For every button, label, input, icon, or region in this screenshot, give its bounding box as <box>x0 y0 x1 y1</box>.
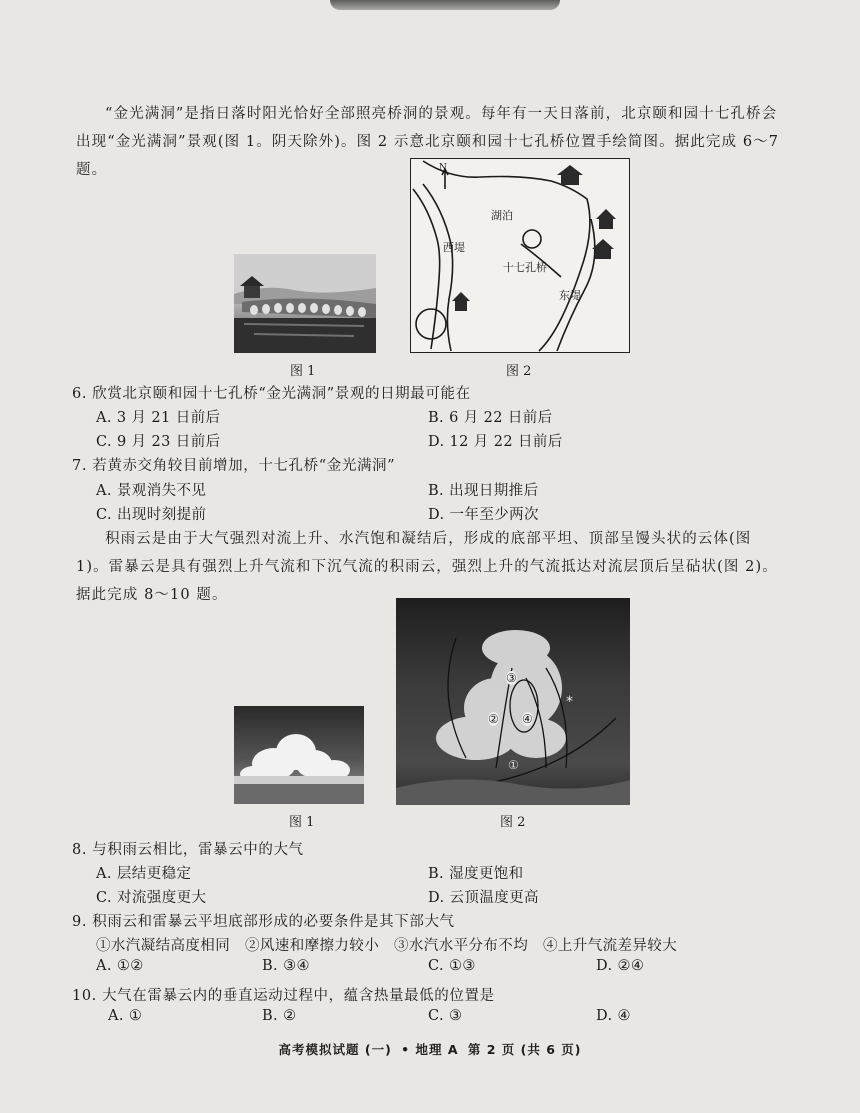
question-9-option-b: B. ③④ <box>262 958 310 974</box>
question-7-option-a: A. 景观消失不见 <box>96 483 207 499</box>
cloud-label-bottom: ① <box>508 758 519 772</box>
north-arrow-label: N <box>439 163 447 173</box>
question-9-option-d: D. ②④ <box>596 958 645 974</box>
question-7-option-c: C. 出现时刻提前 <box>96 507 207 523</box>
cloud-label-4: ④ <box>522 712 533 726</box>
cloud-label-2: ② <box>488 712 499 726</box>
question-10-option-c: C. ③ <box>428 1008 463 1024</box>
question-10-option-d: D. ④ <box>596 1008 631 1024</box>
map-label-east-dike: 东堤 <box>559 289 581 302</box>
scan-shadow <box>330 0 560 10</box>
question-7-option-d: D. 一年至少两次 <box>428 507 539 523</box>
question-10-option-a: A. ① <box>108 1008 143 1024</box>
thunderstorm-cloud-diagram <box>396 598 630 805</box>
question-10-option-b: B. ② <box>262 1008 297 1024</box>
question-8-option-a: A. 层结更稳定 <box>96 866 192 882</box>
fig1-caption: 图 1 <box>290 364 316 379</box>
question-9-option-a: A. ①② <box>96 958 144 974</box>
passage-2: 积雨云是由于大气强烈对流上升、水汽饱和凝结后，形成的底部平坦、顶部呈馒头状的云体(图 1)。雷暴云是具有强烈上升气流和下沉气流的积雨云，强烈上升的气流抵达对流层顶后呈砧状(图 2)。据此完成 8～10 题。 <box>76 531 778 603</box>
question-6-option-b: B. 6 月 22 日前后 <box>428 410 553 426</box>
question-8-option-b: B. 湿度更饱和 <box>428 866 524 882</box>
map-label-bridge: 十七孔桥 <box>503 261 547 274</box>
question-8-stem: 8. 与积雨云相比，雷暴云中的大气 <box>72 842 304 858</box>
footer-subject: • 地理 A <box>401 1042 459 1057</box>
footer-page: 第 2 页 (共 6 页) <box>467 1042 582 1057</box>
map-label-west-dike: 西堤 <box>443 241 465 254</box>
question-6-option-d: D. 12 月 22 日前后 <box>428 434 563 450</box>
svg-text:*: * <box>566 694 573 710</box>
summer-palace-map <box>410 158 630 353</box>
question-10-stem: 10. 大气在雷暴云内的垂直运动过程中，蕴含热量最低的位置是 <box>72 988 495 1004</box>
cloud-label-1: ③ <box>506 671 517 685</box>
cloud-fig2-caption: 图 2 <box>500 815 526 830</box>
cumulonimbus-photo <box>234 706 364 804</box>
footer-title: 高考模拟试题 (一) <box>278 1042 392 1057</box>
question-6-option-c: C. 9 月 23 日前后 <box>96 434 221 450</box>
map-label-lake: 湖泊 <box>491 209 513 222</box>
page-footer <box>0 1040 860 1058</box>
building-icons <box>452 165 616 311</box>
question-6-option-a: A. 3 月 21 日前后 <box>96 410 221 426</box>
fig2-caption: 图 2 <box>506 364 532 379</box>
question-8-option-d: D. 云顶温度更高 <box>428 890 539 906</box>
question-9-option-c: C. ①③ <box>428 958 476 974</box>
question-9-conditions: ①水汽凝结高度相同 ②风速和摩擦力较小 ③水汽水平分布不均 ④上升气流差异较大 <box>96 938 678 954</box>
question-7-stem: 7. 若黄赤交角较目前增加，十七孔桥“金光满洞” <box>72 458 396 474</box>
passage-1: “金光满洞”是指日落时阳光恰好全部照亮桥洞的景观。每年有一天日落前，北京颐和园十七孔桥会出现“金光满洞”景观(图 1。阴天除外)。图 2 示意北京颐和园十七孔桥位置手绘简图。据此完成 6～7 题。 <box>76 106 780 178</box>
question-8-option-c: C. 对流强度更大 <box>96 890 207 906</box>
question-9-stem: 9. 积雨云和雷暴云平坦底部形成的必要条件是其下部大气 <box>72 914 455 930</box>
bridge-photo <box>234 254 376 353</box>
question-6-stem: 6. 欣赏北京颐和园十七孔桥“金光满洞”景观的日期最可能在 <box>72 386 471 402</box>
question-7-option-b: B. 出现日期推后 <box>428 483 539 499</box>
cloud-fig1-caption: 图 1 <box>289 815 315 830</box>
